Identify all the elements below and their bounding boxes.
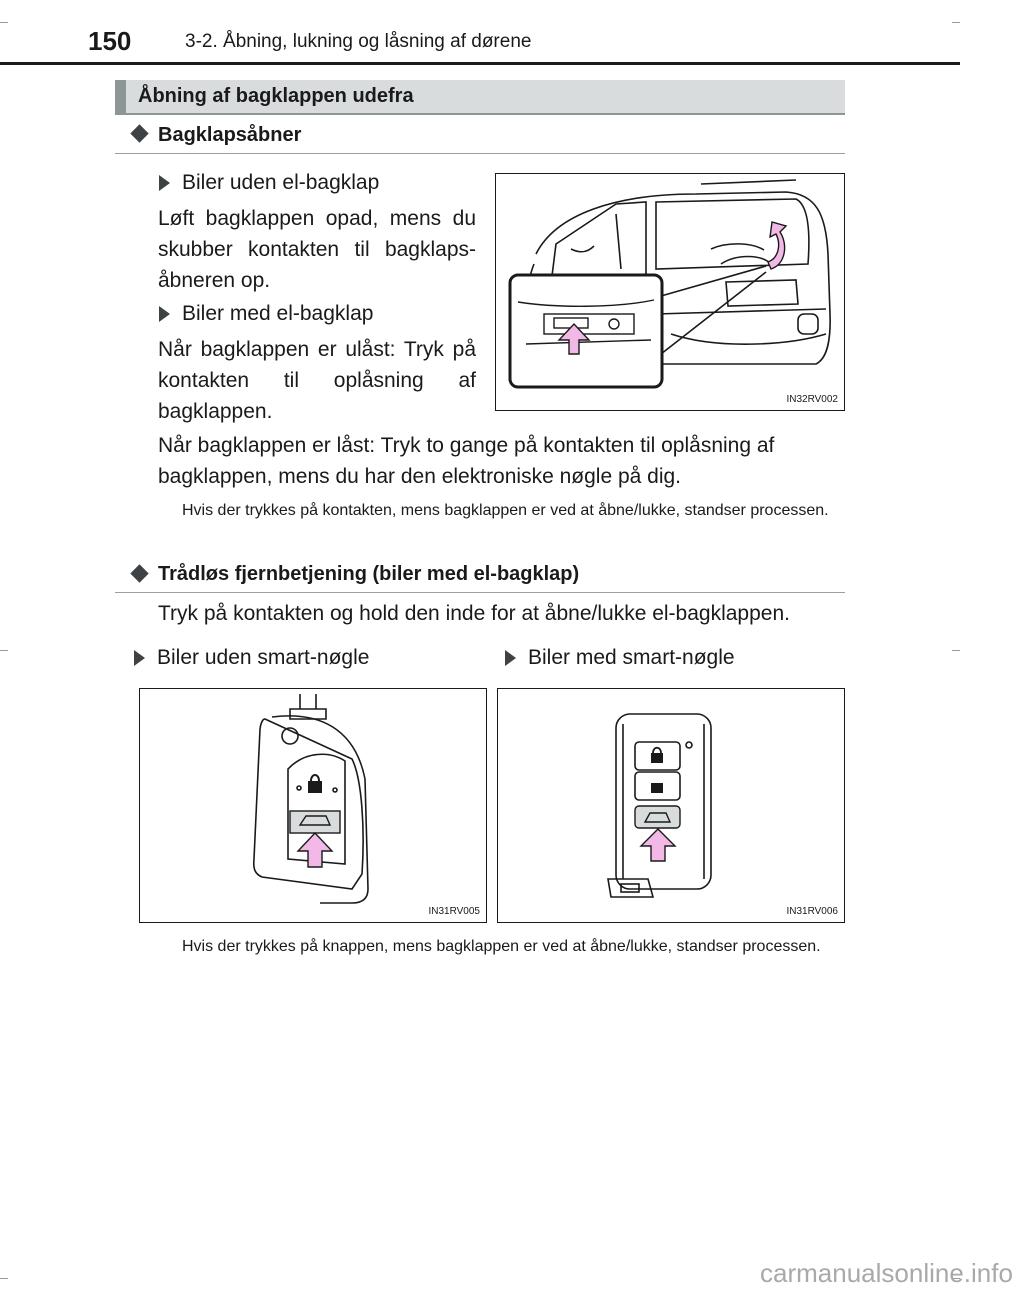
figure-code: IN31RV005 — [428, 906, 480, 917]
smart-key-illustration — [498, 689, 844, 922]
note-text: Hvis der trykkes på kontakten, mens bagklappen er ved at åbne/lukke, standser processen. — [182, 502, 829, 519]
car-rear-illustration — [496, 174, 844, 410]
figure-key-fob — [139, 688, 487, 923]
crop-mark — [0, 1278, 8, 1279]
item-text: Løft bagklappen opad, mens du skubber kontakten til bagklaps-åbneren op. — [158, 207, 476, 292]
diamond-bullet-icon — [130, 124, 148, 142]
item-label: Biler med el-bagklap — [182, 302, 374, 325]
note-text: Hvis der trykkes på knappen, mens bagklappen er ved at åbne/lukke, standser processen. — [182, 938, 821, 955]
section-title-bar — [115, 80, 845, 115]
subsection-rule — [115, 592, 845, 593]
triangle-bullet-icon — [134, 650, 145, 666]
crop-mark — [952, 22, 960, 23]
item-label: Biler uden el-bagklap — [182, 171, 380, 194]
up-arrow-icon — [768, 222, 786, 269]
figure-code: IN32RV002 — [786, 394, 838, 405]
figure-smart-key — [497, 688, 845, 923]
triangle-bullet-icon — [159, 306, 170, 322]
triangle-bullet-icon — [159, 175, 170, 191]
figure-code: IN31RV006 — [786, 906, 838, 917]
key-fob-illustration — [140, 689, 486, 922]
crop-mark — [0, 22, 8, 23]
diamond-bullet-icon — [130, 564, 148, 582]
subsection-rule — [115, 153, 845, 154]
subsection-heading: Trådløs fjernbetjening (biler med el-bagklap) — [158, 563, 580, 585]
figure-car-rear — [495, 173, 845, 411]
item-text: Når bagklappen er ulåst: Tryk på kontakten til oplåsning af bagklappen. — [158, 338, 476, 423]
body-paragraph: Tryk på kontakten og hold den inde for at åbne/lukke el-bagklappen. — [158, 602, 790, 625]
crop-mark — [0, 650, 8, 651]
watermark: carmanualsonline.info — [760, 1258, 1013, 1288]
section-accent — [115, 80, 126, 113]
item-label: Biler uden smart-nøgle — [157, 646, 370, 669]
subsection-heading: Bagklapsåbner — [158, 124, 302, 146]
press-arrow-icon — [641, 829, 675, 861]
item-label: Biler med smart-nøgle — [528, 646, 735, 669]
body-paragraph: Når bagklappen er låst: Tryk to gange på kontakten til oplåsning af bagklappen, mens du har den elektroniske nøgle på dig. — [158, 434, 775, 488]
header-rule — [0, 62, 960, 65]
crop-mark — [952, 650, 960, 651]
page-number: 150 — [88, 26, 132, 56]
triangle-bullet-icon — [505, 650, 516, 666]
chapter-title: 3-2. Åbning, lukning og låsning af dørene — [185, 31, 532, 52]
section-title: Åbning af bagklappen udefra — [138, 85, 414, 107]
